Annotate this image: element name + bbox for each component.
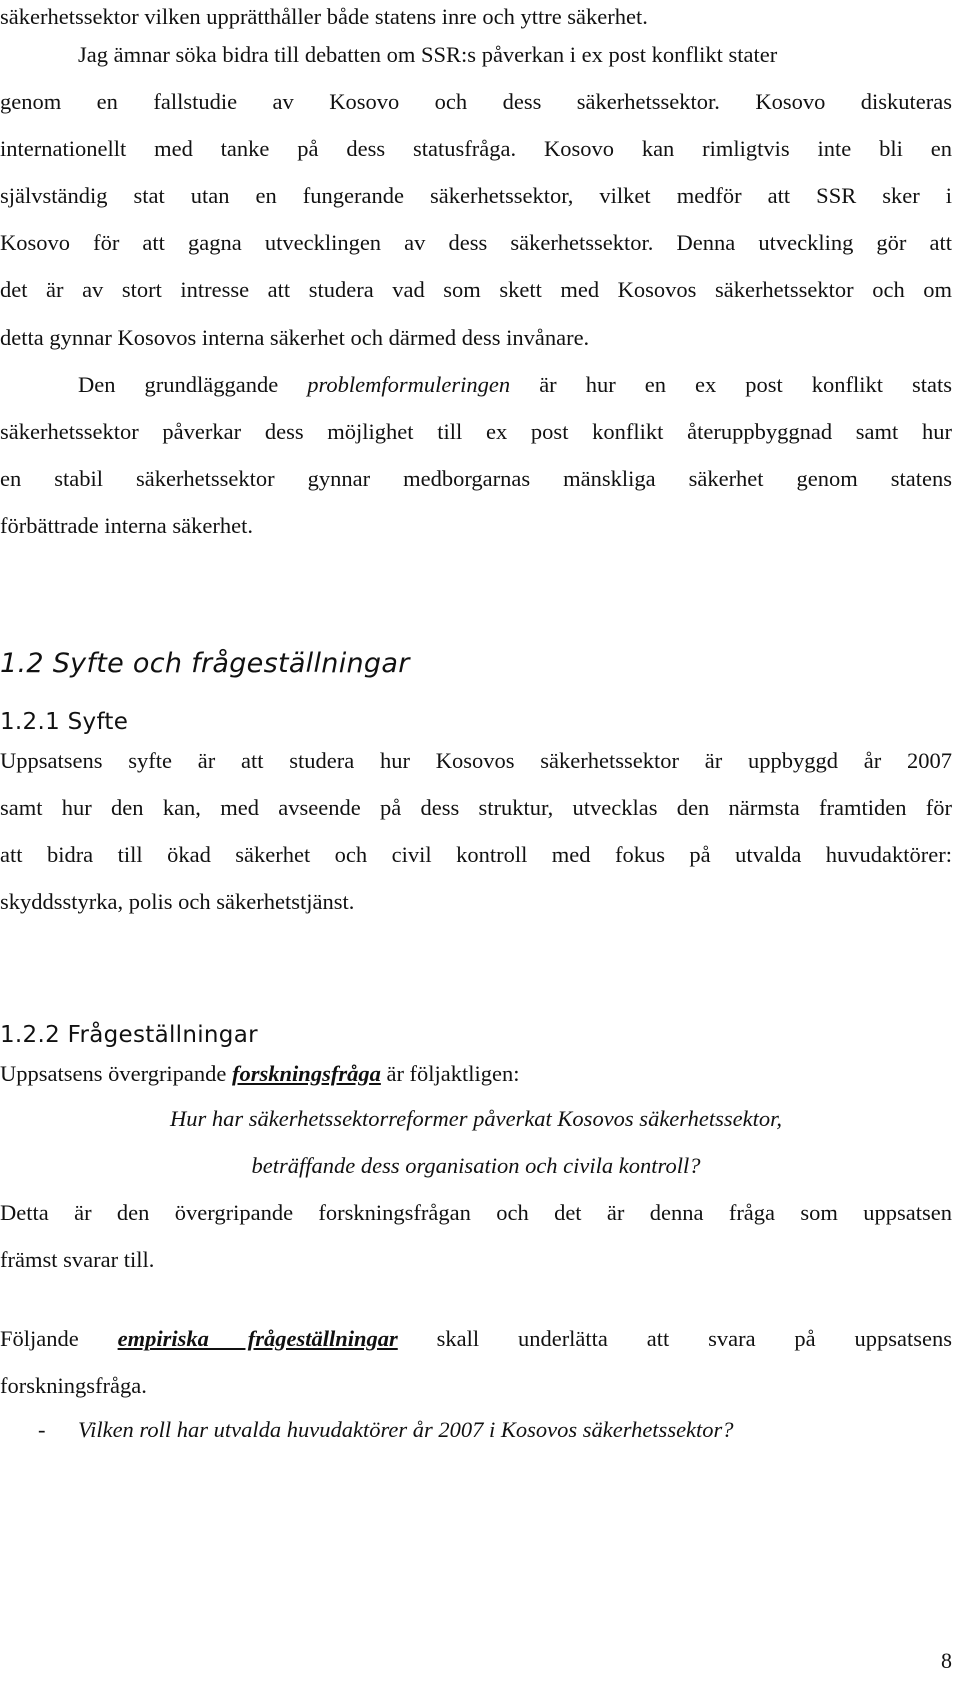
intro-line-7: det är av stort intresse att studera vad som skett med Kosovos säkerhetssektor och om — [0, 277, 952, 302]
syfte-line-3: att bidra till ökad säkerhet och civil kontroll med fokus på utvalda huvudaktörer: — [0, 842, 952, 867]
intro-line-5: självständig stat utan en fungerande säkerhetssektor, vilket medför att SSR sker i — [0, 183, 952, 208]
research-question-line-1: Hur har säkerhetssektorreformer påverkat Kosovos säkerhetssektor, — [169, 1106, 782, 1131]
emp-prefix: Följande — [0, 1326, 79, 1351]
intro-line-3: genom en fallstudie av Kosovo och dess säkerhetssektor. Kosovo diskuteras — [0, 89, 952, 114]
rq-term: forskningsfråga — [232, 1061, 381, 1086]
problem-line-2: säkerhetssektor påverkar dess möjlighet till ex post konflikt återuppbyggnad samt hur — [0, 419, 952, 444]
page-number: 8 — [941, 1648, 952, 1673]
section-1-2-1-heading: 1.2.1 Syfte — [0, 709, 129, 735]
problem-suffix: är hur en ex post konflikt stats — [539, 372, 953, 397]
problem-line-4: förbättrade interna säkerhet. — [0, 513, 253, 538]
emp-suffix: skall underlätta att svara på uppsatsens — [436, 1326, 952, 1351]
problem-line-3: en stabil säkerhetssektor gynnar medborgarnas mänskliga säkerhet genom statens — [0, 466, 952, 491]
rq-suffix: är följaktligen: — [386, 1061, 520, 1086]
after-question-line-1: Detta är den övergripande forskningsfrågan och det är denna fråga som uppsatsen — [0, 1200, 952, 1225]
emp-term: empiriska frågeställningar — [117, 1326, 398, 1351]
problem-line-1 — [78, 374, 952, 397]
syfte-line-4: skyddsstyrka, polis och säkerhetstjänst. — [0, 889, 355, 914]
research-question-line-2: beträffande dess organisation och civila kontroll? — [251, 1153, 701, 1178]
empirical-question: Vilken roll har utvalda huvudaktörer år 2007 i Kosovos säkerhetssektor? — [78, 1417, 734, 1442]
problem-term: problemformuleringen — [307, 372, 511, 397]
syfte-line-2: samt hur den kan, med avseende på dess struktur, utvecklas den närmsta framtiden för — [0, 795, 952, 820]
research-question-intro — [0, 1063, 520, 1086]
problem-prefix: Den grundläggande — [78, 372, 279, 397]
section-1-2-heading: 1.2 Syfte och frågeställningar — [0, 648, 410, 679]
empirical-intro-line-2: forskningsfråga. — [0, 1373, 147, 1398]
intro-line-8: detta gynnar Kosovos interna säkerhet och därmed dess invånare. — [0, 325, 590, 350]
intro-line-4: internationellt med tanke på dess statusfråga. Kosovo kan rimligtvis inte bli en — [0, 136, 952, 161]
intro-line-1: säkerhetssektor vilken upprätthåller både statens inre och yttre säkerhet. — [0, 4, 648, 29]
section-1-2-2-heading: 1.2.2 Frågeställningar — [0, 1022, 258, 1048]
syfte-line-1: Uppsatsens syfte är att studera hur Kosovos säkerhetssektor är uppbyggd år 2007 — [0, 748, 952, 773]
intro-line-2: Jag ämnar söka bidra till debatten om SSR:s påverkan i ex post konflikt stater — [78, 42, 778, 67]
empirical-intro-line-1 — [0, 1328, 952, 1351]
after-question-line-2: främst svarar till. — [0, 1247, 155, 1272]
intro-line-6: Kosovo för att gagna utvecklingen av dess säkerhetssektor. Denna utveckling gör att — [0, 230, 952, 255]
bullet-marker: - — [38, 1417, 46, 1442]
rq-prefix: Uppsatsens övergripande — [0, 1061, 227, 1086]
